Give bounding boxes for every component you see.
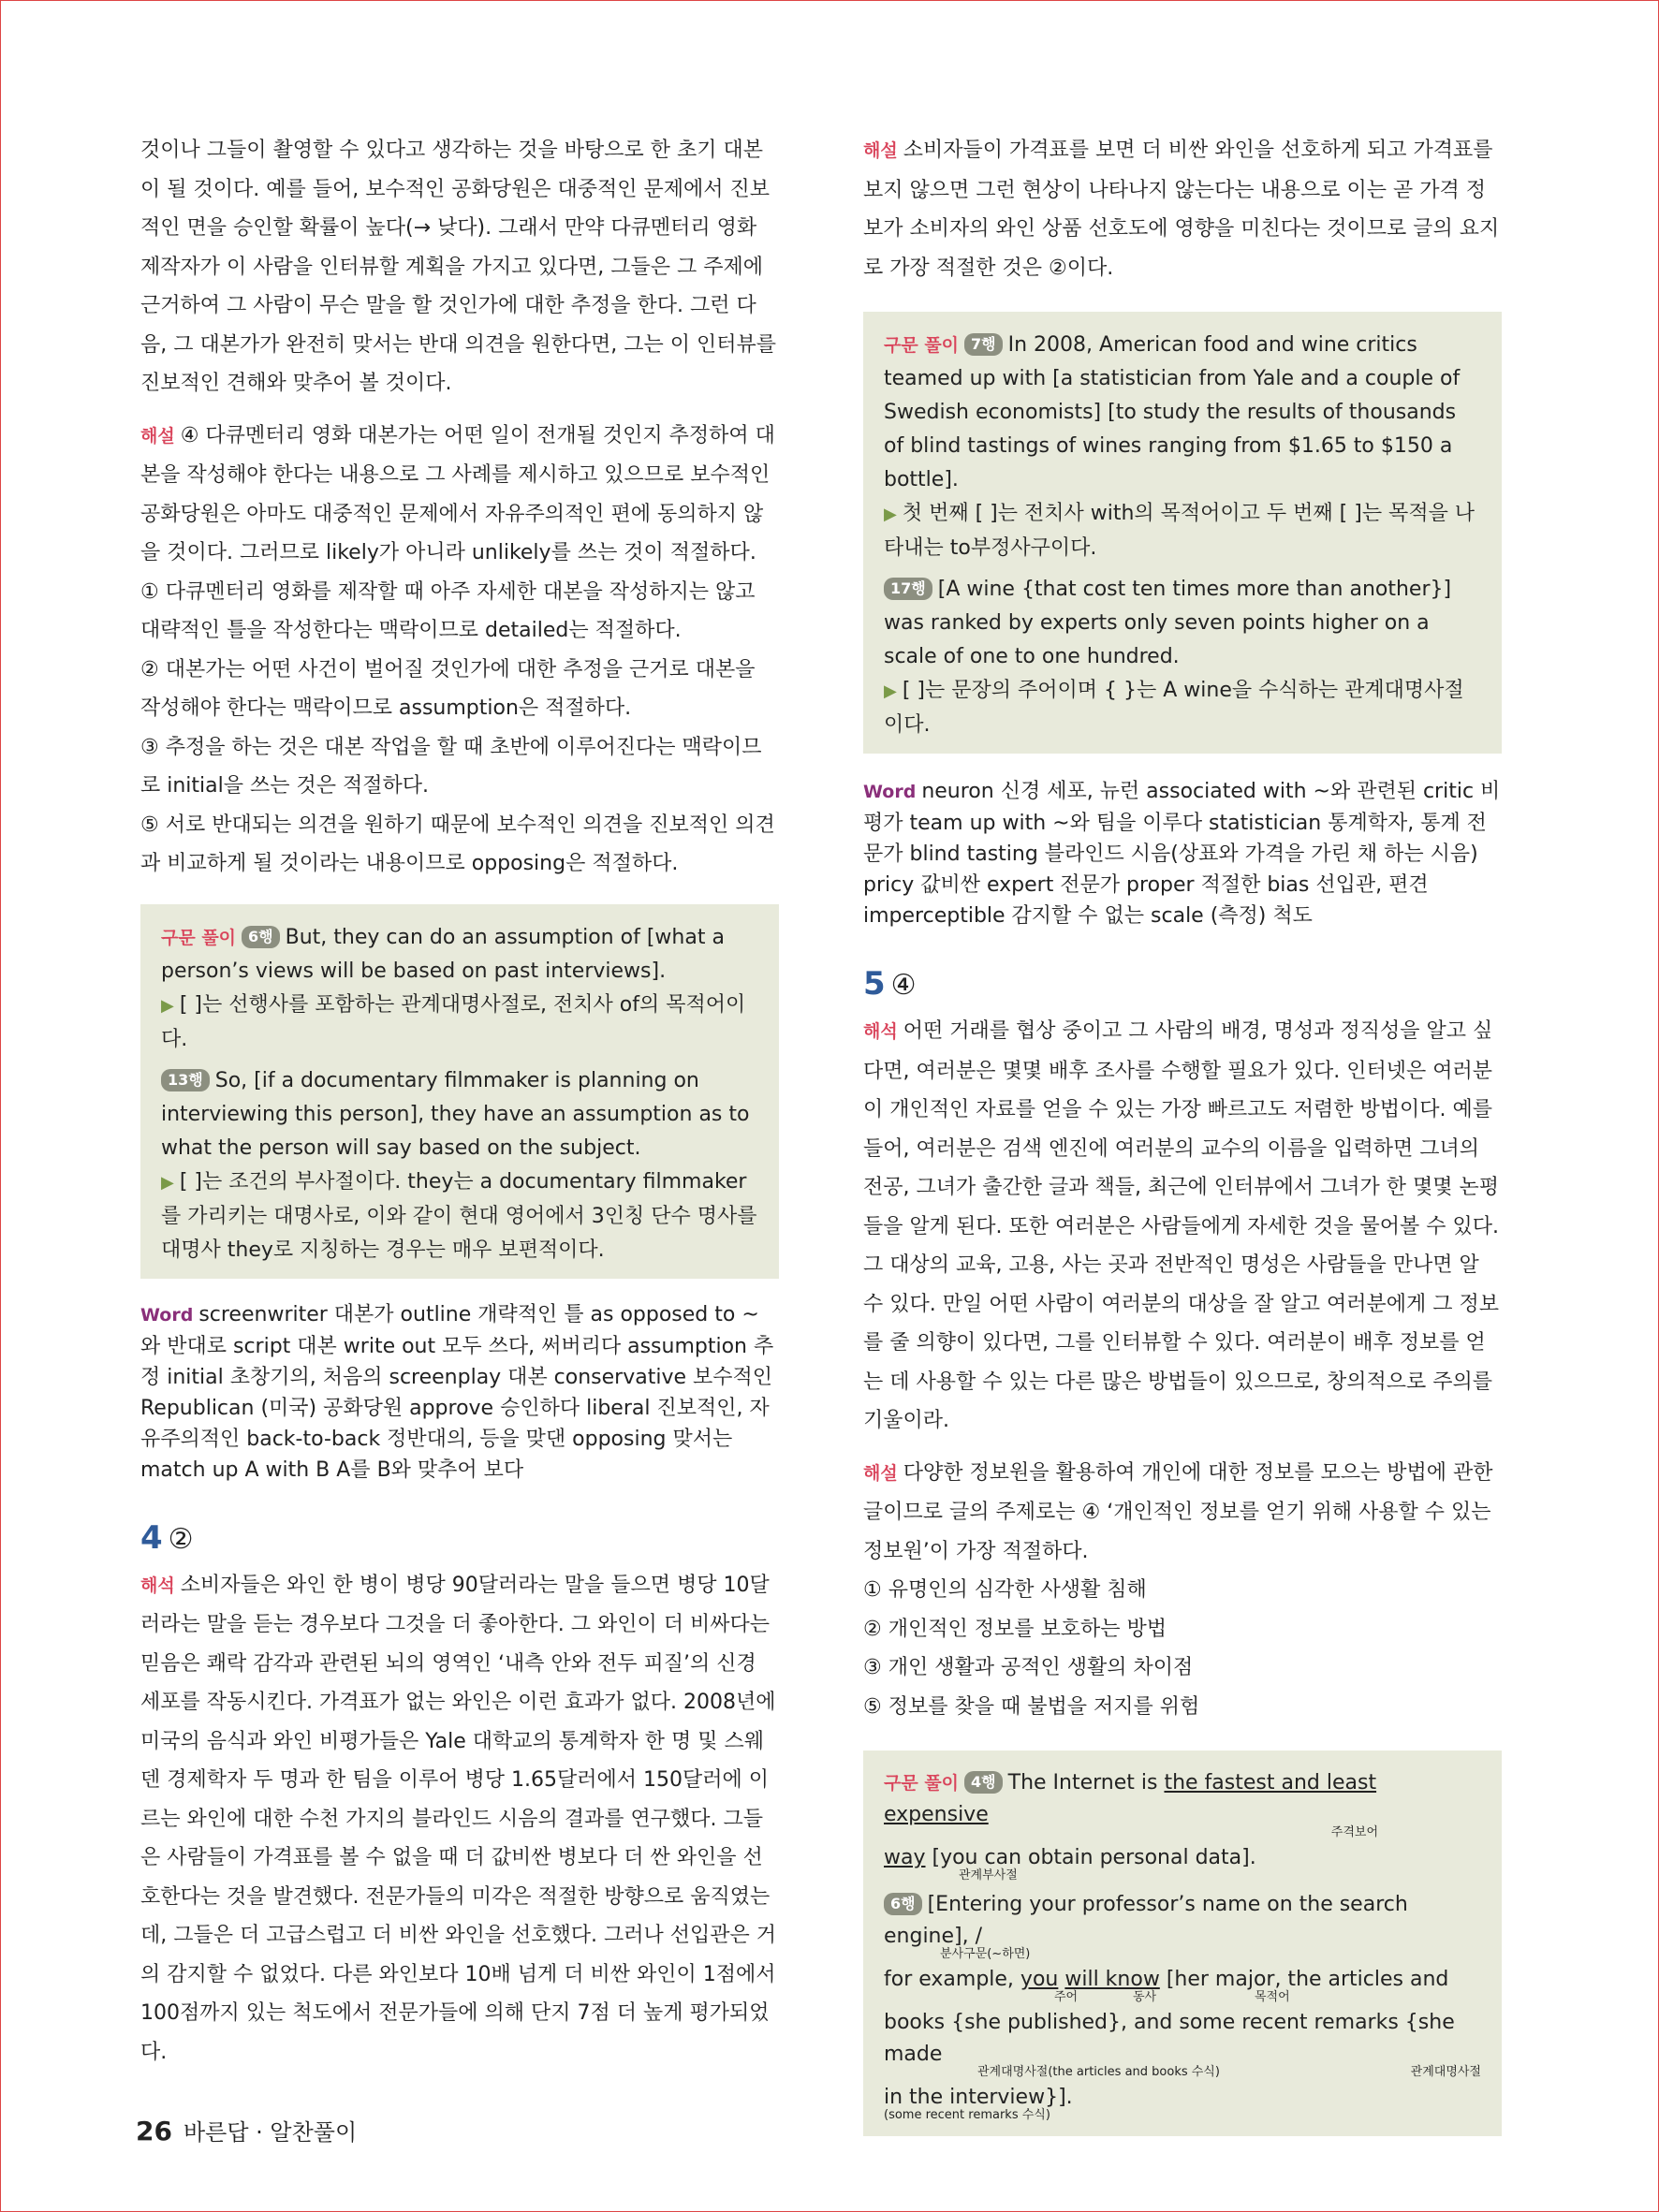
translation-tag: 해석 — [140, 1575, 175, 1596]
explanation-line: ⑤ 서로 반대되는 의견을 원하기 때문에 보수적인 의견을 진보적인 의견과 비교하게 될 것이라는 내용이므로 opposing은 적절하다. — [140, 813, 775, 875]
annotation: 관계대명사절(the articles and books 수식) — [977, 2065, 1220, 2079]
grammar-box — [140, 904, 779, 1279]
question-4-translation — [140, 1566, 779, 2073]
triangle-right-icon: ▶ — [884, 505, 897, 524]
grammar-underlined: you — [1020, 1968, 1059, 1991]
grammar-tag: 구문 풀이 — [161, 927, 237, 948]
book-title: 바른답 · 알찬풀이 — [183, 2119, 358, 2146]
left-column — [140, 131, 779, 2072]
annotation: 분사구문(~하면) — [940, 1947, 1031, 1961]
triangle-right-icon: ▶ — [161, 1172, 174, 1193]
explanation-line: ② 개인적인 정보를 보호하는 방법 — [863, 1617, 1167, 1641]
translation-continued: 것이나 그들이 촬영할 수 있다고 생각하는 것을 바탕으로 한 초기 대본이 될 것이다. 예를 들어, 보수적인 공화당원은 대중적인 문제에서 진보적인 면을 승인할 확률이 높다(→ 낮다). 그래서 만약 다큐멘터리 영화 제작자가 이 사람을 인터뷰할 계획을 가지고 있다면, 그들은 그 주제에 근거하여 그 사람이 무슨 말을 할 것인가에 대한 추정을 한다. 그런 다음, 그 대본가가 완전히 맞서는 반대 의견을 원한다면, 그는 이 인터뷰를 진보적인 견해와 맞추어 볼 것이다. — [140, 139, 776, 395]
grammar-note — [161, 1165, 758, 1267]
explanation-line: ③ 개인 생활과 공적인 생활의 차이점 — [863, 1656, 1194, 1679]
explanation-line: ⑤ 정보를 찾을 때 불법을 저지를 위험 — [863, 1694, 1200, 1719]
annotation: 주어 — [1054, 1990, 1079, 2004]
grammar-note-text: 첫 번째 [ ]는 전치사 with의 목적어이고 두 번째 [ ]는 목적을 나타내는 to부정사구이다. — [884, 502, 1475, 560]
grammar-note — [161, 989, 758, 1057]
q5-grammar-box — [863, 1751, 1502, 2136]
grammar-text: [Entering your professor’s name on the search engine], / — [884, 1893, 1408, 1948]
annotation: (some recent remarks 수식) — [884, 2108, 1050, 2122]
annotation: 관계대명사절 — [1410, 2065, 1481, 2079]
explanation-tag: 해설 — [140, 425, 175, 447]
grammar-item — [161, 1064, 758, 1165]
grammar-item — [884, 573, 1481, 674]
grammar-note — [884, 674, 1481, 742]
explanation-line: ① 유명인의 심각한 사생활 침해 — [863, 1578, 1147, 1602]
grammar-note — [884, 497, 1481, 565]
answer-mark: ② — [168, 1522, 194, 1556]
grammar-text: books {she published}, and some recent remarks {she made — [884, 2011, 1455, 2066]
question-number: 5 — [863, 965, 886, 1003]
grammar-underlined: way — [884, 1846, 926, 1869]
page-number: 26 — [136, 2116, 172, 2146]
word-tag: Word — [863, 782, 917, 802]
grammar-item — [161, 921, 758, 989]
explanation-line: ③ 추정을 하는 것은 대본 작업을 할 때 초반에 이루어진다는 맥락이므로 initial을 쓰는 것은 적절하다. — [140, 735, 762, 798]
explanation-line: ② 대본가는 어떤 사건이 벌어질 것인가에 대한 추정을 근거로 대본을 작성해야 한다는 맥락이므로 assumption은 적절하다. — [140, 657, 756, 720]
grammar-tag: 구문 풀이 — [884, 1773, 960, 1794]
line-number-badge: 7행 — [964, 333, 1003, 356]
grammar-item — [884, 2007, 1481, 2071]
line-number-badge: 17행 — [884, 578, 932, 600]
explanation-line: 다양한 정보원을 활용하여 개인에 대한 정보를 모으는 방법에 관한 글이므로 글의 주제로는 ④ ‘개인적인 정보를 얻기 위해 사용할 수 있는 정보원’이 가장 적절하다. — [863, 1460, 1493, 1563]
grammar-underlined: the fastest and least expensive — [884, 1771, 1377, 1826]
grammar-text: [her major, the articles and — [1159, 1968, 1449, 1991]
explanation-line: ① 다큐멘터리 영화를 제작할 때 아주 자세한 대본을 작성하지는 않고 대략적인 틀을 작성한다는 맥락이므로 detailed는 적절하다. — [140, 579, 756, 642]
triangle-right-icon: ▶ — [161, 995, 174, 1016]
grammar-sentence: But, they can do an assumption of [what a person’s views will be based on past interviews]. — [161, 925, 725, 983]
line-number-badge: 13행 — [161, 1069, 210, 1091]
word-list — [140, 1299, 779, 1486]
translation-text: 소비자들은 와인 한 병이 병당 90달러라는 말을 들으면 병당 10달러라는 말을 듣는 경우보다 그것을 더 좋아한다. 그 와인이 더 비싸다는 믿음은 쾌락 감각과 관련된 뇌의 영역인 ‘내측 안와 전두 피질’의 신경 세포를 작동시킨다. 가격표가 없는 와인은 이런 효과가 없다. 2008년에 미국의 음식과 와인 비평가들은 Yale 대학교의 통계학자 한 명 및 스웨덴 경제학자 두 명과 한 팀을 이루어 병당 1.65달러에서 150달러에 이르는 와인에 대한 수천 가지의 블라인드 시음의 결과를 연구했다. 그들은 사람들이 가격표를 볼 수 없을 때 더 값비싼 병보다 더 싼 와인을 선호한다는 것을 발견했다. 전문가들의 미각은 적절한 방향으로 움직였는데, 그들은 더 고급스럽고 더 비싼 와인을 선호했다. 그러나 선입관은 거의 감지할 수 없었다. 다른 와인보다 10배 넘게 더 비싼 와인이 1점에서 100점까지 있는 척도에서 전문가들에 의해 단지 7점 더 높게 평가되었다. — [140, 1573, 776, 2064]
question-number: 4 — [140, 1518, 163, 1557]
grammar-item — [884, 1767, 1481, 1831]
grammar-sentence: [A wine {that cost ten times more than another}] was ranked by experts only seven points higher on a scale of one to one hundred. — [884, 578, 1452, 668]
line-number-badge: 6행 — [884, 1893, 922, 1915]
q5-explanation — [863, 1454, 1502, 1572]
annotation: 동사 — [1133, 1990, 1157, 2004]
page-footer — [136, 2114, 357, 2146]
explanation-text: 소비자들이 가격표를 보면 더 비싼 와인을 선호하게 되고 가격표를 보지 않으면 그런 현상이 나타나지 않는다는 내용으로 이는 곧 가격 정보가 소비자의 와인 상품 선호도에 영향을 미친다는 것이므로 글의 요지로 가장 적절한 것은 ②이다. — [863, 139, 1500, 280]
annotation: 목적어 — [1255, 1990, 1290, 2004]
grammar-text: in the interview}]. — [884, 2086, 1073, 2109]
explanation-line: ④ 다큐멘터리 영화 대본가는 어떤 일이 전개될 것인지 추정하여 대본을 작성해야 한다는 내용으로 그 사례를 제시하고 있으므로 보수적인 공화당원은 아마도 대중적인 문제에서 자유주의적인 편에 동의하지 않을 것이다. 그러므로 likely가 아니라 unlikely를 쓰는 것이 적절하다. — [140, 423, 775, 564]
question-4-header — [140, 1517, 779, 1560]
grammar-item — [884, 329, 1481, 497]
triangle-right-icon: ▶ — [884, 681, 897, 701]
grammar-text: The Internet is — [1007, 1771, 1165, 1795]
grammar-note-text: [ ]는 조건의 부사절이다. they는 a documentary filmmaker를 가리키는 대명사로, 이와 같이 현대 영어에서 3인칭 단수 명사를 대명사 they로 지칭하는 경우는 매우 보편적이다. — [161, 1169, 757, 1262]
line-number-badge: 6행 — [242, 926, 280, 948]
right-column — [863, 131, 1502, 2136]
question-5-translation — [863, 1012, 1502, 1441]
grammar-underlined: will know — [1064, 1968, 1160, 1991]
annotation-row — [884, 2108, 1481, 2123]
grammar-note-text: [ ]는 선행사를 포함하는 관계대명사절로, 전치사 of의 목적어이다. — [161, 992, 746, 1051]
annotation-row — [884, 1947, 1481, 1962]
explanation-tag: 해설 — [863, 140, 898, 161]
q4-explanation — [863, 131, 1502, 287]
translation-text: 어떤 거래를 협상 중이고 그 사람의 배경, 명성과 정직성을 알고 싶다면, 여러분은 몇몇 배후 조사를 수행할 필요가 있다. 인터넷은 여러분이 개인적인 자료를 얻을 수 있는 가장 빠르고도 저렴한 방법이다. 예를 들어, 여러분은 검색 엔진에 여러분의 교수의 이름을 입력하면 그녀의 전공, 그녀가 출간한 글과 책들, 최근에 인터뷰에서 그녀가 한 몇몇 논평들을 알게 된다. 또한 여러분은 사람들에게 자세한 것을 물어볼 수 있다. 그 대상의 교육, 고용, 사는 곳과 전반적인 명성은 사람들을 만나면 알 수 있다. 만일 어떤 사람이 여러분의 대상을 잘 알고 여러분에게 그 정보를 줄 의향이 있다면, 그를 인터뷰할 수 있다. 여러분이 배후 정보를 얻는 데 사용할 수 있는 다른 많은 방법들이 있으므로, 창의적으로 주의를 기울이라. — [863, 1019, 1499, 1432]
explanation-tag: 해설 — [863, 1462, 898, 1484]
grammar-note-text: [ ]는 문장의 주어이며 { }는 A wine을 수식하는 관계대명사절이다. — [884, 679, 1464, 737]
translation-tag: 해석 — [863, 1021, 898, 1042]
word-tag: Word — [140, 1304, 194, 1326]
annotation-row — [884, 2065, 1481, 2080]
word-list — [863, 776, 1502, 931]
word-list-text: screenwriter 대본가 outline 개략적인 틀 as opposed to ~와 반대로 script 대본 write out 모두 쓰다, 써버리다 assumption 추정 initial 초창기의, 처음의 screenplay 대본 conservative 보수적인 Republican (미국) 공화당원 approve 승인하다 liberal 진보적인, 자유주의적인 back-to-back 정반대의, 등을 맞댄 opposing 맞서는 match up A with B A를 B와 맞추어 보다 — [140, 1302, 774, 1482]
annotation: 관계부사절 — [959, 1868, 1018, 1882]
explanation — [140, 417, 779, 573]
question-5-header — [863, 963, 1502, 1006]
grammar-box — [863, 312, 1502, 754]
grammar-item — [884, 1889, 1481, 1953]
word-list-text: neuron 신경 세포, 뉴런 associated with ~와 관련된 critic 비평가 team up with ~와 팀을 이루다 statistician 통계학자, 통계 전문가 blind tasting 블라인드 시음(상표와 가격을 가린 채 하는 시음) pricy 값비싼 expert 전문가 proper 적절한 bias 선입관, 편견 imperceptible 감지할 수 없는 scale (측정) 척도 — [863, 780, 1501, 928]
grammar-sentence: So, [if a documentary filmmaker is planning on interviewing this person], they have an assumption as to what the person will say based on the subject. — [161, 1068, 750, 1160]
grammar-tag: 구문 풀이 — [884, 335, 960, 356]
grammar-text: [you can obtain personal data]. — [925, 1846, 1256, 1869]
annotation: 주격보어 — [1330, 1825, 1378, 1839]
line-number-badge: 4행 — [964, 1771, 1003, 1794]
answer-mark: ④ — [890, 969, 917, 1002]
grammar-text: for example, — [884, 1968, 1020, 1991]
grammar-sentence: In 2008, American food and wine critics teamed up with [a statistician from Yale and a couple of Swedish economists] [to study the results of thousands of blind tastings of wines ranging from $1.65 to $150 a bottle]. — [884, 333, 1461, 491]
